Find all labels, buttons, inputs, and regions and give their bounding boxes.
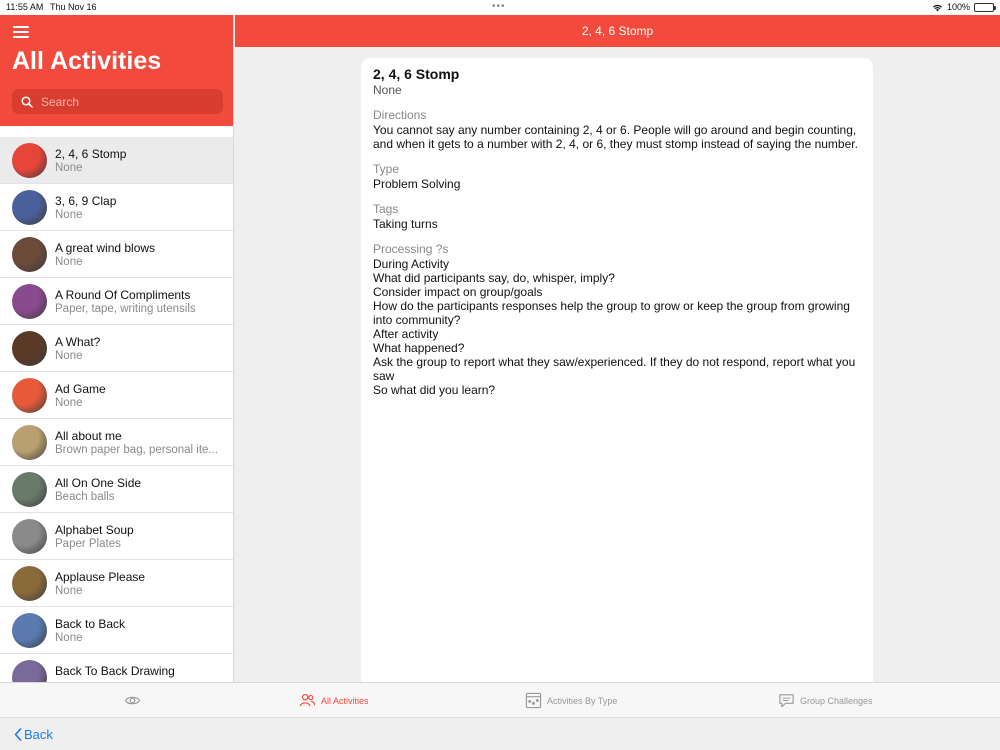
activity-thumbnail bbox=[12, 143, 47, 178]
list-item-title: All On One Side bbox=[55, 476, 142, 490]
activity-thumbnail bbox=[12, 566, 47, 601]
detail-header bbox=[235, 15, 1000, 47]
category-icon bbox=[525, 692, 542, 709]
list-item[interactable] bbox=[0, 372, 234, 419]
processing-label: Processing ?s bbox=[373, 242, 449, 256]
activity-thumbnail bbox=[12, 237, 47, 272]
list-item-subtitle: Brown paper bag, personal ite... bbox=[55, 444, 219, 456]
status-time: 11:55 AM bbox=[6, 2, 44, 12]
tab-all-activities-label: All Activities bbox=[321, 695, 369, 706]
activity-thumbnail bbox=[12, 284, 47, 319]
activity-thumbnail bbox=[12, 472, 47, 507]
list-item-title: A Round Of Compliments bbox=[55, 288, 191, 302]
list-item-subtitle: None bbox=[55, 256, 83, 268]
sidebar-header bbox=[0, 15, 233, 126]
list-item-subtitle: None bbox=[55, 585, 83, 597]
list-item[interactable] bbox=[0, 184, 234, 231]
processing-questions bbox=[373, 257, 861, 397]
activity-thumbnail bbox=[12, 660, 47, 682]
list-item-title: All about me bbox=[55, 429, 122, 443]
multitask-dots-icon[interactable]: ••• bbox=[492, 1, 506, 12]
back-label: Back bbox=[24, 727, 53, 742]
directions-text: You cannot say any number containing 2, 4 or 6. People will go around and begin counting, and when it gets to a number with 2, 4, or 6, they must stomp instead of saying the number. bbox=[373, 123, 858, 151]
activity-thumbnail bbox=[12, 519, 47, 554]
detail-card bbox=[361, 58, 873, 682]
list-item-title: A What? bbox=[55, 335, 101, 349]
activity-thumbnail bbox=[12, 378, 47, 413]
list-item-title: A great wind blows bbox=[55, 241, 156, 255]
activity-thumbnail bbox=[12, 613, 47, 648]
activity-materials: None bbox=[373, 83, 402, 97]
list-item-title: Ad Game bbox=[55, 382, 106, 396]
list-item[interactable] bbox=[0, 513, 234, 560]
list-item-subtitle: None bbox=[55, 397, 83, 409]
list-item-title: Applause Please bbox=[55, 570, 146, 584]
detail-header-title: 2, 4, 6 Stomp bbox=[581, 24, 654, 38]
list-item[interactable] bbox=[0, 325, 234, 372]
back-button[interactable] bbox=[14, 727, 53, 742]
search-input[interactable] bbox=[41, 95, 211, 109]
status-right bbox=[932, 2, 994, 12]
list-item-subtitle: None bbox=[55, 632, 83, 644]
people-icon bbox=[299, 692, 316, 709]
list-item[interactable] bbox=[0, 231, 234, 278]
eye-icon bbox=[124, 692, 141, 709]
list-item-title: 3, 6, 9 Clap bbox=[55, 194, 117, 208]
list-item[interactable] bbox=[0, 419, 234, 466]
tags-label: Tags bbox=[373, 202, 399, 216]
list-item-subtitle: None bbox=[55, 209, 83, 221]
processing-line: Consider impact on group/goals bbox=[373, 285, 543, 299]
processing-line: What did participants say, do, whisper, imply? bbox=[373, 271, 615, 285]
tags-text: Taking turns bbox=[373, 217, 438, 231]
bottom-bar bbox=[0, 717, 1000, 750]
battery-icon bbox=[974, 3, 994, 12]
activity-list bbox=[0, 137, 234, 682]
list-item-subtitle: Beach balls bbox=[55, 491, 115, 503]
type-label: Type bbox=[373, 162, 400, 176]
activity-title: 2, 4, 6 Stomp bbox=[373, 66, 460, 82]
list-item-subtitle: Paper Plates bbox=[55, 538, 121, 550]
status-bar bbox=[0, 0, 1000, 15]
wifi-icon bbox=[932, 3, 943, 12]
status-date: Thu Nov 16 bbox=[50, 2, 97, 12]
processing-line: So what did you learn? bbox=[373, 383, 496, 397]
type-text: Problem Solving bbox=[373, 177, 461, 191]
tab-group-challenges-label: Group Challenges bbox=[800, 695, 873, 706]
list-item[interactable] bbox=[0, 278, 234, 325]
directions-label: Directions bbox=[373, 108, 427, 122]
activity-thumbnail bbox=[12, 425, 47, 460]
battery-percent: 100% bbox=[946, 2, 970, 12]
processing-line: Ask the group to report what they saw/experienced. If they do not respond, report what you saw bbox=[373, 355, 856, 383]
processing-line: During Activity bbox=[373, 257, 450, 271]
sidebar bbox=[0, 15, 234, 682]
hamburger-menu-icon[interactable] bbox=[13, 26, 29, 38]
activity-thumbnail bbox=[12, 331, 47, 366]
list-item-title: Back to Back bbox=[55, 617, 126, 631]
sidebar-title: All Activities bbox=[12, 47, 162, 75]
list-item-subtitle: None bbox=[55, 162, 83, 174]
list-item[interactable] bbox=[0, 137, 234, 184]
list-item[interactable] bbox=[0, 607, 234, 654]
list-item[interactable] bbox=[0, 654, 234, 682]
list-item[interactable] bbox=[0, 560, 234, 607]
visibility-toggle[interactable] bbox=[124, 692, 146, 709]
processing-line: What happened? bbox=[373, 341, 465, 355]
list-item-title: Back To Back Drawing bbox=[55, 664, 175, 678]
list-item-title: 2, 4, 6 Stomp bbox=[55, 147, 127, 161]
list-item-title: Alphabet Soup bbox=[55, 523, 134, 537]
chevron-left-icon bbox=[14, 728, 22, 741]
tab-all-activities[interactable] bbox=[299, 692, 369, 709]
processing-line: How do the participants responses help the group to grow or keep the group from growing into community? bbox=[373, 299, 850, 327]
processing-line: After activity bbox=[373, 327, 439, 341]
tab-activities-by-type-label: Activities By Type bbox=[547, 695, 618, 706]
chat-bubble-icon bbox=[778, 692, 795, 709]
list-item-subtitle: None bbox=[55, 350, 83, 362]
search-box[interactable] bbox=[12, 89, 223, 114]
tab-activities-by-type[interactable] bbox=[525, 692, 617, 709]
tab-group-challenges[interactable] bbox=[778, 692, 873, 709]
tab-bar bbox=[0, 682, 1000, 717]
list-item[interactable] bbox=[0, 466, 234, 513]
activity-thumbnail bbox=[12, 190, 47, 225]
search-icon bbox=[21, 96, 33, 108]
list-item-subtitle: Paper, tape, writing utensils bbox=[55, 303, 196, 315]
